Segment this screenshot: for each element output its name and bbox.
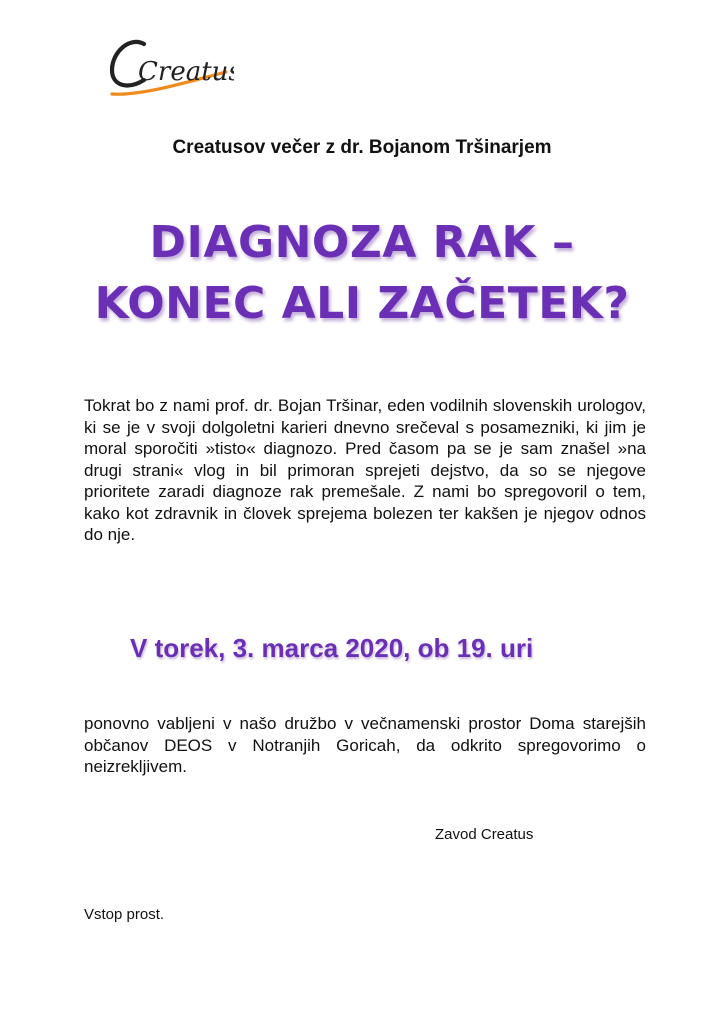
event-subtitle: Creatusov večer z dr. Bojanom Tršinarjem bbox=[172, 137, 552, 158]
event-date: V torek, 3. marca 2020, ob 19. uri bbox=[130, 633, 534, 663]
creatus-logo bbox=[104, 30, 234, 110]
headline-line-1: DIAGNOZA RAK – bbox=[149, 217, 575, 268]
entry-note: Vstop prost. bbox=[84, 906, 165, 923]
invitation-paragraph: ponovno vabljeni v našo družbo v večnamenski prostor Doma starejših občanov DEOS v Notranjih Goricah, da odkrito spregovorimo o neizrekljivem. bbox=[84, 714, 646, 776]
logo-wordmark: Creatus bbox=[138, 57, 234, 87]
headline-line-2: KONEC ALI ZAČETEK? bbox=[94, 278, 630, 329]
intro-paragraph: Tokrat bo z nami prof. dr. Bojan Tršinar, eden vodilnih slovenskih urologov, ki se je v svoji dolgoletni karieri dnevno srečeval s posamezniki, ki jim je moral sporočiti »tisto« diagnozo. Pred časom pa se je sam znašel »na drugi strani« vlog in bil primoran sprejeti dejstvo, da so se njegove prioritete zaradi diagnoze rak premešale. Z nami bo spregovoril o tem, kako kot zdravnik in človek sprejema bolezen ter kakšen je njegov odnos do nje. bbox=[84, 396, 646, 544]
creatus-logo-graphic bbox=[104, 30, 234, 110]
headline bbox=[0, 212, 724, 334]
signature: Zavod Creatus bbox=[435, 826, 534, 843]
